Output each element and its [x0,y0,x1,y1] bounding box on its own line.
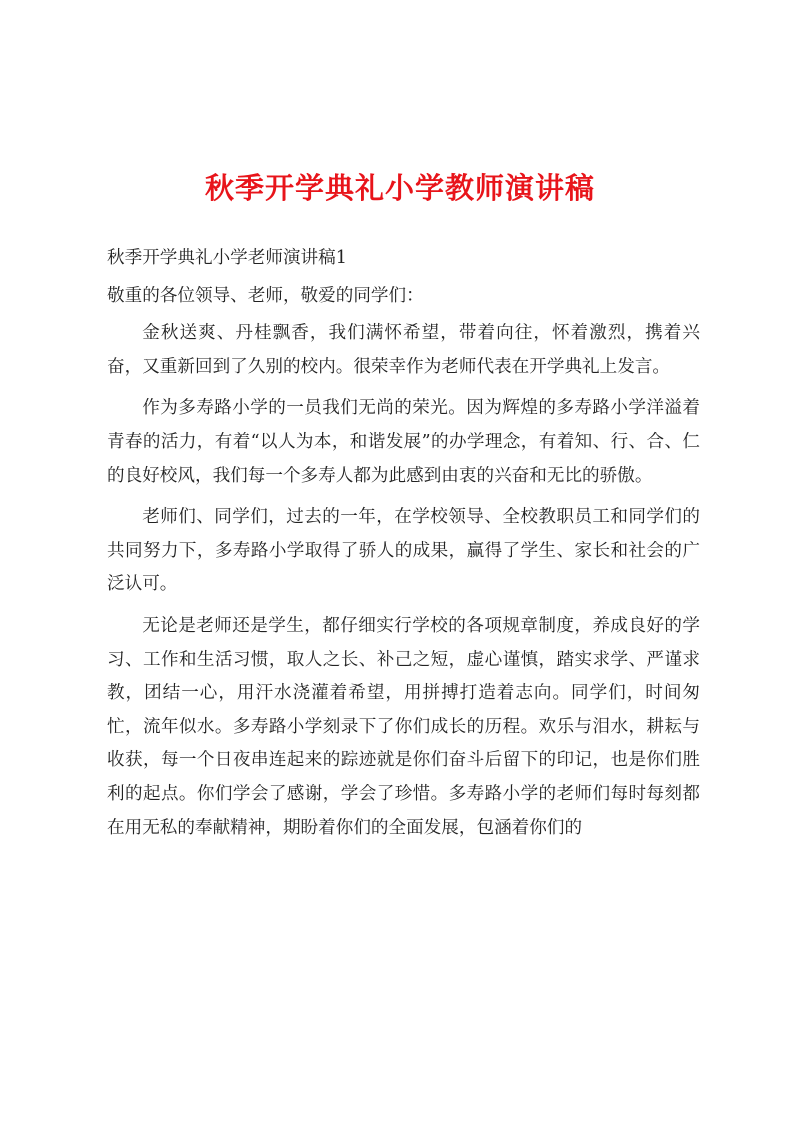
paragraph-2: 作为多寿路小学的一员我们无尚的荣光。因为辉煌的多寿路小学洋溢着青春的活力，有着“以人为本，和谐发展”的办学理念，有着知、行、合、仁的良好校风，我们每一个多寿人都为此感到由衷的兴奋和无比的骄傲。 [107,398,700,486]
document-subtitle: 秋季开学典礼小学老师演讲稿1 [107,248,347,268]
paragraph-4: 无论是老师还是学生，都仔细实行学校的各项规章制度，养成良好的学习、工作和生活习惯，取人之长、补己之短，虚心谨慎，踏实求学、严谨求教，团结一心，用汗水浇灌着希望，用拼搏打造着志向。同学们，时间匆忙，流年似水。多寿路小学刻录下了你们成长的历程。欢乐与泪水，耕耘与收获，每一个日夜串连起来的踪迹就是你们奋斗后留下的印记，也是你们胜利的起点。你们学会了感谢，学会了珍惜。多寿路小学的老师们每时每刻都在用无私的奉献精神，期盼着你们的全面发展，包涵着你们的 [107,615,700,838]
paragraph-1: 金秋送爽、丹桂飘香，我们满怀希望，带着向往，怀着激烈，携着兴奋，又重新回到了久别的校内。很荣幸作为老师代表在开学典礼上发言。 [107,323,700,377]
salutation: 敬重的各位领导、老师，敬爱的同学们： [107,285,424,306]
document-title: 秋季开学典礼小学教师演讲稿 [204,171,595,205]
paragraph-3: 老师们、同学们，过去的一年，在学校领导、全校教职员工和同学们的共同努力下，多寿路小学取得了骄人的成果，赢得了学生、家长和社会的广泛认可。 [107,507,700,595]
document-body [107,242,700,853]
